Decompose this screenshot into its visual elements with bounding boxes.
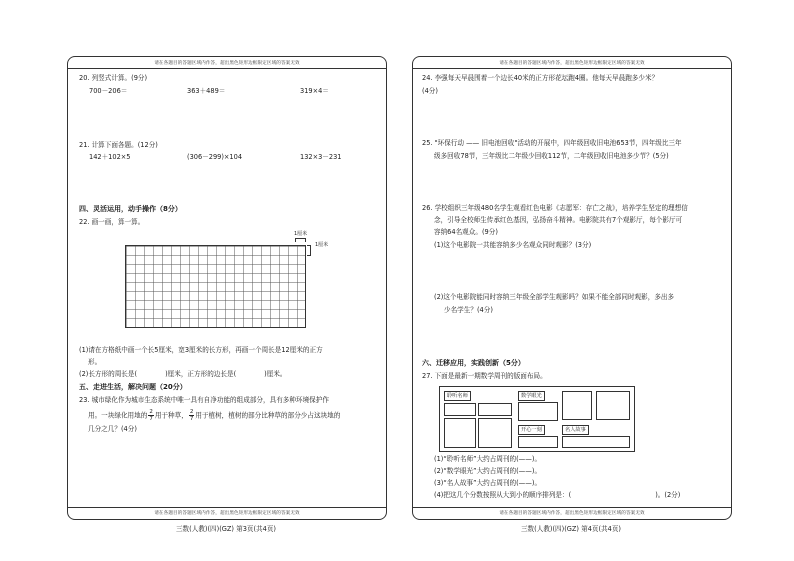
q26-sub2-line2: 少名学生？(4分) [444,306,493,314]
top-notice: 请在各题目的答题区域内作答，超出黑色矩形边框限定区域的答案无效 [499,61,645,66]
layout-label-celebrity-stories: 名人故事 [562,425,589,435]
q27-title: 27. 下面是最新一期数学周刊的版面布局。 [422,372,547,380]
q27-sub3: (3)“名人故事”大约占周刊的(——)。 [434,479,542,487]
fraction-denominator: 7 [149,416,153,422]
section-6-heading: 六、迁移应用，实践创新（5分） [422,359,525,367]
bottom-divider [413,507,731,508]
q22-title: 22. 画一画，算一算。 [79,218,145,226]
q23-line3: 几分之几？(4分) [88,425,137,433]
bottom-divider [68,507,386,508]
page-4-footer: 三数(人教)(四)(GZ) 第4页(共4页) [520,525,622,533]
q25-line2: 级多回收78节，三年级比二年级少回收112节，二年级回收旧电池多少节？(5分) [434,152,669,160]
layout-label-happy-moment: 开心一刻 [518,425,545,435]
grid-label-1cm-side: 1厘米 [315,242,329,248]
q27-sub4-part-b: )。(2分) [655,491,681,499]
layout-block [518,436,558,448]
section-4-heading: 四、灵活运用，动手操作（8分） [79,205,182,213]
top-notice: 请在各题目的答题区域内作答，超出黑色矩形边框限定区域的答案无效 [154,61,300,66]
q27-sub4 [434,490,680,501]
grid-scale-side-mark [307,245,311,256]
layout-block [562,391,592,420]
q26-line3: 容纳64名观众。(9分) [434,228,498,236]
bottom-notice: 请在各题目的答题区域内作答，超出黑色矩形边框限定区域的答案无效 [499,511,645,516]
q22-sub2-part-a: (2)长方形的周长是( [79,370,138,378]
q20-item-1: 700－206＝ [89,87,128,95]
q27-sub2: (2)“数学眼光”大约占周刊的(——)。 [434,467,542,475]
q20-item-3: 319×4＝ [300,87,329,95]
q25-line1: 25. "环保行动 —— 旧电池回收"活动的开展中，四年级回收旧电池653节，四年级比三年 [422,139,682,147]
q23-line2-part-a: 用。一块绿化用地的 [88,411,148,420]
q22-sub2-part-b: )厘米，正方形的边长是( [165,370,237,378]
grid-scale-top-mark [295,238,306,242]
section-5-heading: 五、走进生活，解决问题（20分） [79,383,187,391]
layout-label-math-vision: 数学眼光 [518,391,545,401]
top-divider [68,68,386,69]
q27-sub1: (1)“聆听名师”大约占周刊的(——)。 [434,455,542,463]
top-divider [413,68,731,69]
q22-sub1-line1: (1)请在方格纸中画一个长5厘米，宽3厘米的长方形，再画一个周长是12厘米的正方 [79,346,323,354]
layout-block [518,402,558,421]
q22-sub2 [79,369,287,380]
q23-line2 [88,409,340,422]
fraction-two-sevenths-grass [148,409,154,422]
bottom-notice: 请在各题目的答题区域内作答，超出黑色矩形边框限定区域的答案无效 [154,511,300,516]
q26-line2: 念，引导全校师生传承红色基因，弘扬奋斗精神。电影院共有7个观影厅，每个影厅可 [434,216,683,224]
q20-title: 20. 列竖式计算。(9分) [79,74,148,82]
q22-sub1-line2: 形。 [88,358,102,366]
q20-item-2: 363＋489＝ [187,87,226,95]
q24-line2: (4分) [422,87,438,95]
q26-sub1: (1)这个电影院一共能容纳多少名观众同时观影？(3分) [434,241,592,249]
page-3-footer: 三数(人教)(四)(GZ) 第3页(共4页) [175,525,277,533]
q27-sub4-part-a: (4)把这几个分数按照从大到小的顺序排列是：( [434,491,572,499]
q21-item-2: (306－299)×104 [187,153,243,161]
q23-line2-part-c: 用于植树，植树的部分比种草的部分少占这块地的 [195,411,341,420]
q24-line1: 24. 李强每天早晨围着一个边长40米的正方形花坛跑4圈。他每天早晨跑多少米？ [422,74,659,82]
layout-block [444,403,476,416]
q21-item-1: 142＋102×5 [89,153,131,161]
q21-title: 21. 计算下面各题。(12分) [79,141,158,149]
q21-item-3: 132×3－231 [300,153,342,161]
layout-block [562,436,630,448]
layout-block [596,391,630,420]
magazine-layout-diagram [439,386,635,452]
fraction-denominator: 7 [189,416,194,422]
q26-sub2-line1: (2)这个电影院能同时容纳三年级全部学生观影吗？如果不能全部同时观影，多出多 [434,293,675,301]
answer-sheet-page-3 [67,56,387,520]
grid-label-1cm-top: 1厘米 [294,231,308,237]
answer-sheet-page-4 [412,56,732,520]
layout-block [478,403,512,416]
q26-line1: 26. 学校组织三年级480名学生观看红色电影《志愿军：存亡之战》，培养学生坚定的理想信 [422,204,688,212]
q23-line1: 23. 城市绿化作为城市生态系统中唯一具有自净功能的组成部分，具有多种环境保护作 [79,396,329,404]
fraction-numerator: 2 [189,409,194,415]
layout-label-listen-to-teachers: 聆听名师 [444,391,471,401]
layout-block [444,418,476,448]
fraction-two-sevenths-trees [189,409,195,422]
q22-sub2-part-c: )厘米。 [264,370,287,378]
q23-line2-part-b: 用于种草， [154,411,188,420]
layout-block [478,418,512,448]
fraction-numerator: 2 [149,409,153,415]
square-grid-paper[interactable] [125,245,306,328]
